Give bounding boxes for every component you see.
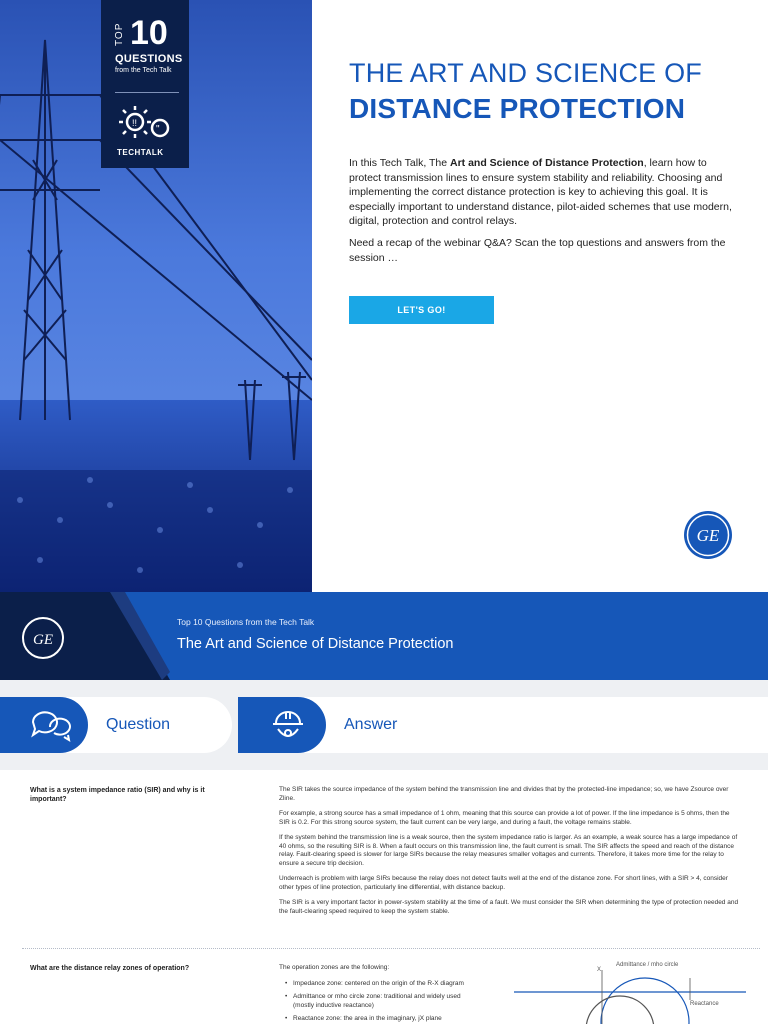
transmission-tower-photo xyxy=(0,0,312,592)
intro-bold: Art and Science of Distance Protection xyxy=(449,157,644,169)
answer-2-intro: The operation zones are the following: xyxy=(279,964,390,971)
banner-ge-logo-icon xyxy=(21,616,65,660)
svg-text:": " xyxy=(156,124,160,135)
answer-label: Answer xyxy=(344,716,398,733)
banner-wedge xyxy=(80,592,170,680)
zone-item-1: • Impedance zone: centered on the origin of the R-X diagram xyxy=(287,980,479,989)
svg-text:GE: GE xyxy=(696,526,720,545)
badge-number: 10 xyxy=(130,14,168,52)
badge-techtalk: TECHTALK xyxy=(117,148,164,157)
question-text-2: What are the distance relay zones of operation? xyxy=(30,965,190,972)
rx-diagram xyxy=(510,960,750,1024)
top10-badge xyxy=(101,0,189,168)
recap-paragraph: Need a recap of the webinar Q&A? Scan the top questions and answers from the session … xyxy=(349,237,726,264)
mho-circle-label: Admittance / mho circle xyxy=(616,962,679,968)
badge-from: from the Tech Talk xyxy=(115,67,172,74)
row-divider xyxy=(22,948,760,949)
zone-item-2: • Admittance or mho circle zone: traditional and widely used (mostly inductive reactance) xyxy=(287,993,479,1010)
intro-paragraph xyxy=(349,156,739,229)
reactance-label: Reactance xyxy=(690,1001,719,1007)
section-banner xyxy=(0,592,768,680)
question-text-1: What is a system impedance ratio (SIR) and why is it important? xyxy=(30,787,205,803)
x-axis-label: X xyxy=(597,967,602,973)
answer-1-para-2: For example, a strong source has a small impedance of 1 ohm, meaning that this source can provide a lot of power. If the line impedance is 5 ohms, then the SIR is 0.2. For this strong source system, the fault current can be very large, and during a fault, the voltage remains stable. xyxy=(279,810,730,826)
zone-item-3: • Reactance zone: the area in the imaginary, jX plane xyxy=(287,1015,479,1024)
answer-1-para-3: If the system behind the transmission line is a weak source, then the system impedance ratio is larger. As an example, a weak source has a large impedance of 40 ohms, so the resulting SIR is 8. When a fault occurs on this transmission line, the fault current is small. The SIR affects the speed and reach of the distance relay. Fault-clearing speed is slower for large SIRs because the relay measures smaller voltages and currents. Therefore, it takes more time for the relay to ensure a secure trip decision. xyxy=(279,834,738,867)
answer-text-1 xyxy=(279,786,739,923)
svg-text:!!: !! xyxy=(132,118,138,128)
banner-subtitle: Top 10 Questions from the Tech Talk xyxy=(177,617,315,627)
gear-chat-icon xyxy=(115,104,175,144)
badge-top: TOP xyxy=(114,22,125,46)
question-label: Question xyxy=(106,716,171,733)
answer-header xyxy=(238,697,768,753)
chat-bubbles-icon xyxy=(28,707,76,743)
badge-divider xyxy=(115,92,179,93)
answer-text-2 xyxy=(279,964,479,1029)
banner-title: The Art and Science of Distance Protection xyxy=(177,636,454,652)
lets-go-button[interactable]: LET'S GO! xyxy=(349,296,494,324)
answer-1-para-4: Underreach is problem with large SIRs because the relay does not detect faults well at the end of the distance zone. For short lines, with a SIR > 4, consider other types of line protection, particularly line differential, with distance backup. xyxy=(279,875,728,891)
intro-text-1: In this Tech Talk, The xyxy=(349,157,450,169)
answer-1-para-5: The SIR is a very important factor in power-system stability at the time of a fault. We must consider the SIR when determining the type of protection needed and the fault-clearing speed required to keep the system stable. xyxy=(279,899,739,915)
svg-text:GE: GE xyxy=(33,632,53,648)
answer-1-para-1: The SIR takes the source impedance of the system behind the transmission line and divides that by the protected-line impedance; so, we have Zsource over Zline. xyxy=(279,786,729,802)
page-title-line1: THE ART AND SCIENCE OF xyxy=(349,58,702,88)
ge-logo-icon xyxy=(683,510,733,560)
page-title-line2: DISTANCE PROTECTION xyxy=(349,93,686,124)
zone-list xyxy=(279,980,479,1024)
intro-text-2: , learn how to protect transmission lines to ensure system stability and reliability. Choosing and implementing the correct distance protection is key to achieving this goal. It is especially important to understand distance, pilot-aided schemes that use modern, digital, protection and control relays. xyxy=(349,157,732,227)
question-header xyxy=(0,697,232,753)
badge-questions: QUESTIONS xyxy=(115,53,183,65)
engineer-helmet-icon xyxy=(266,707,314,743)
